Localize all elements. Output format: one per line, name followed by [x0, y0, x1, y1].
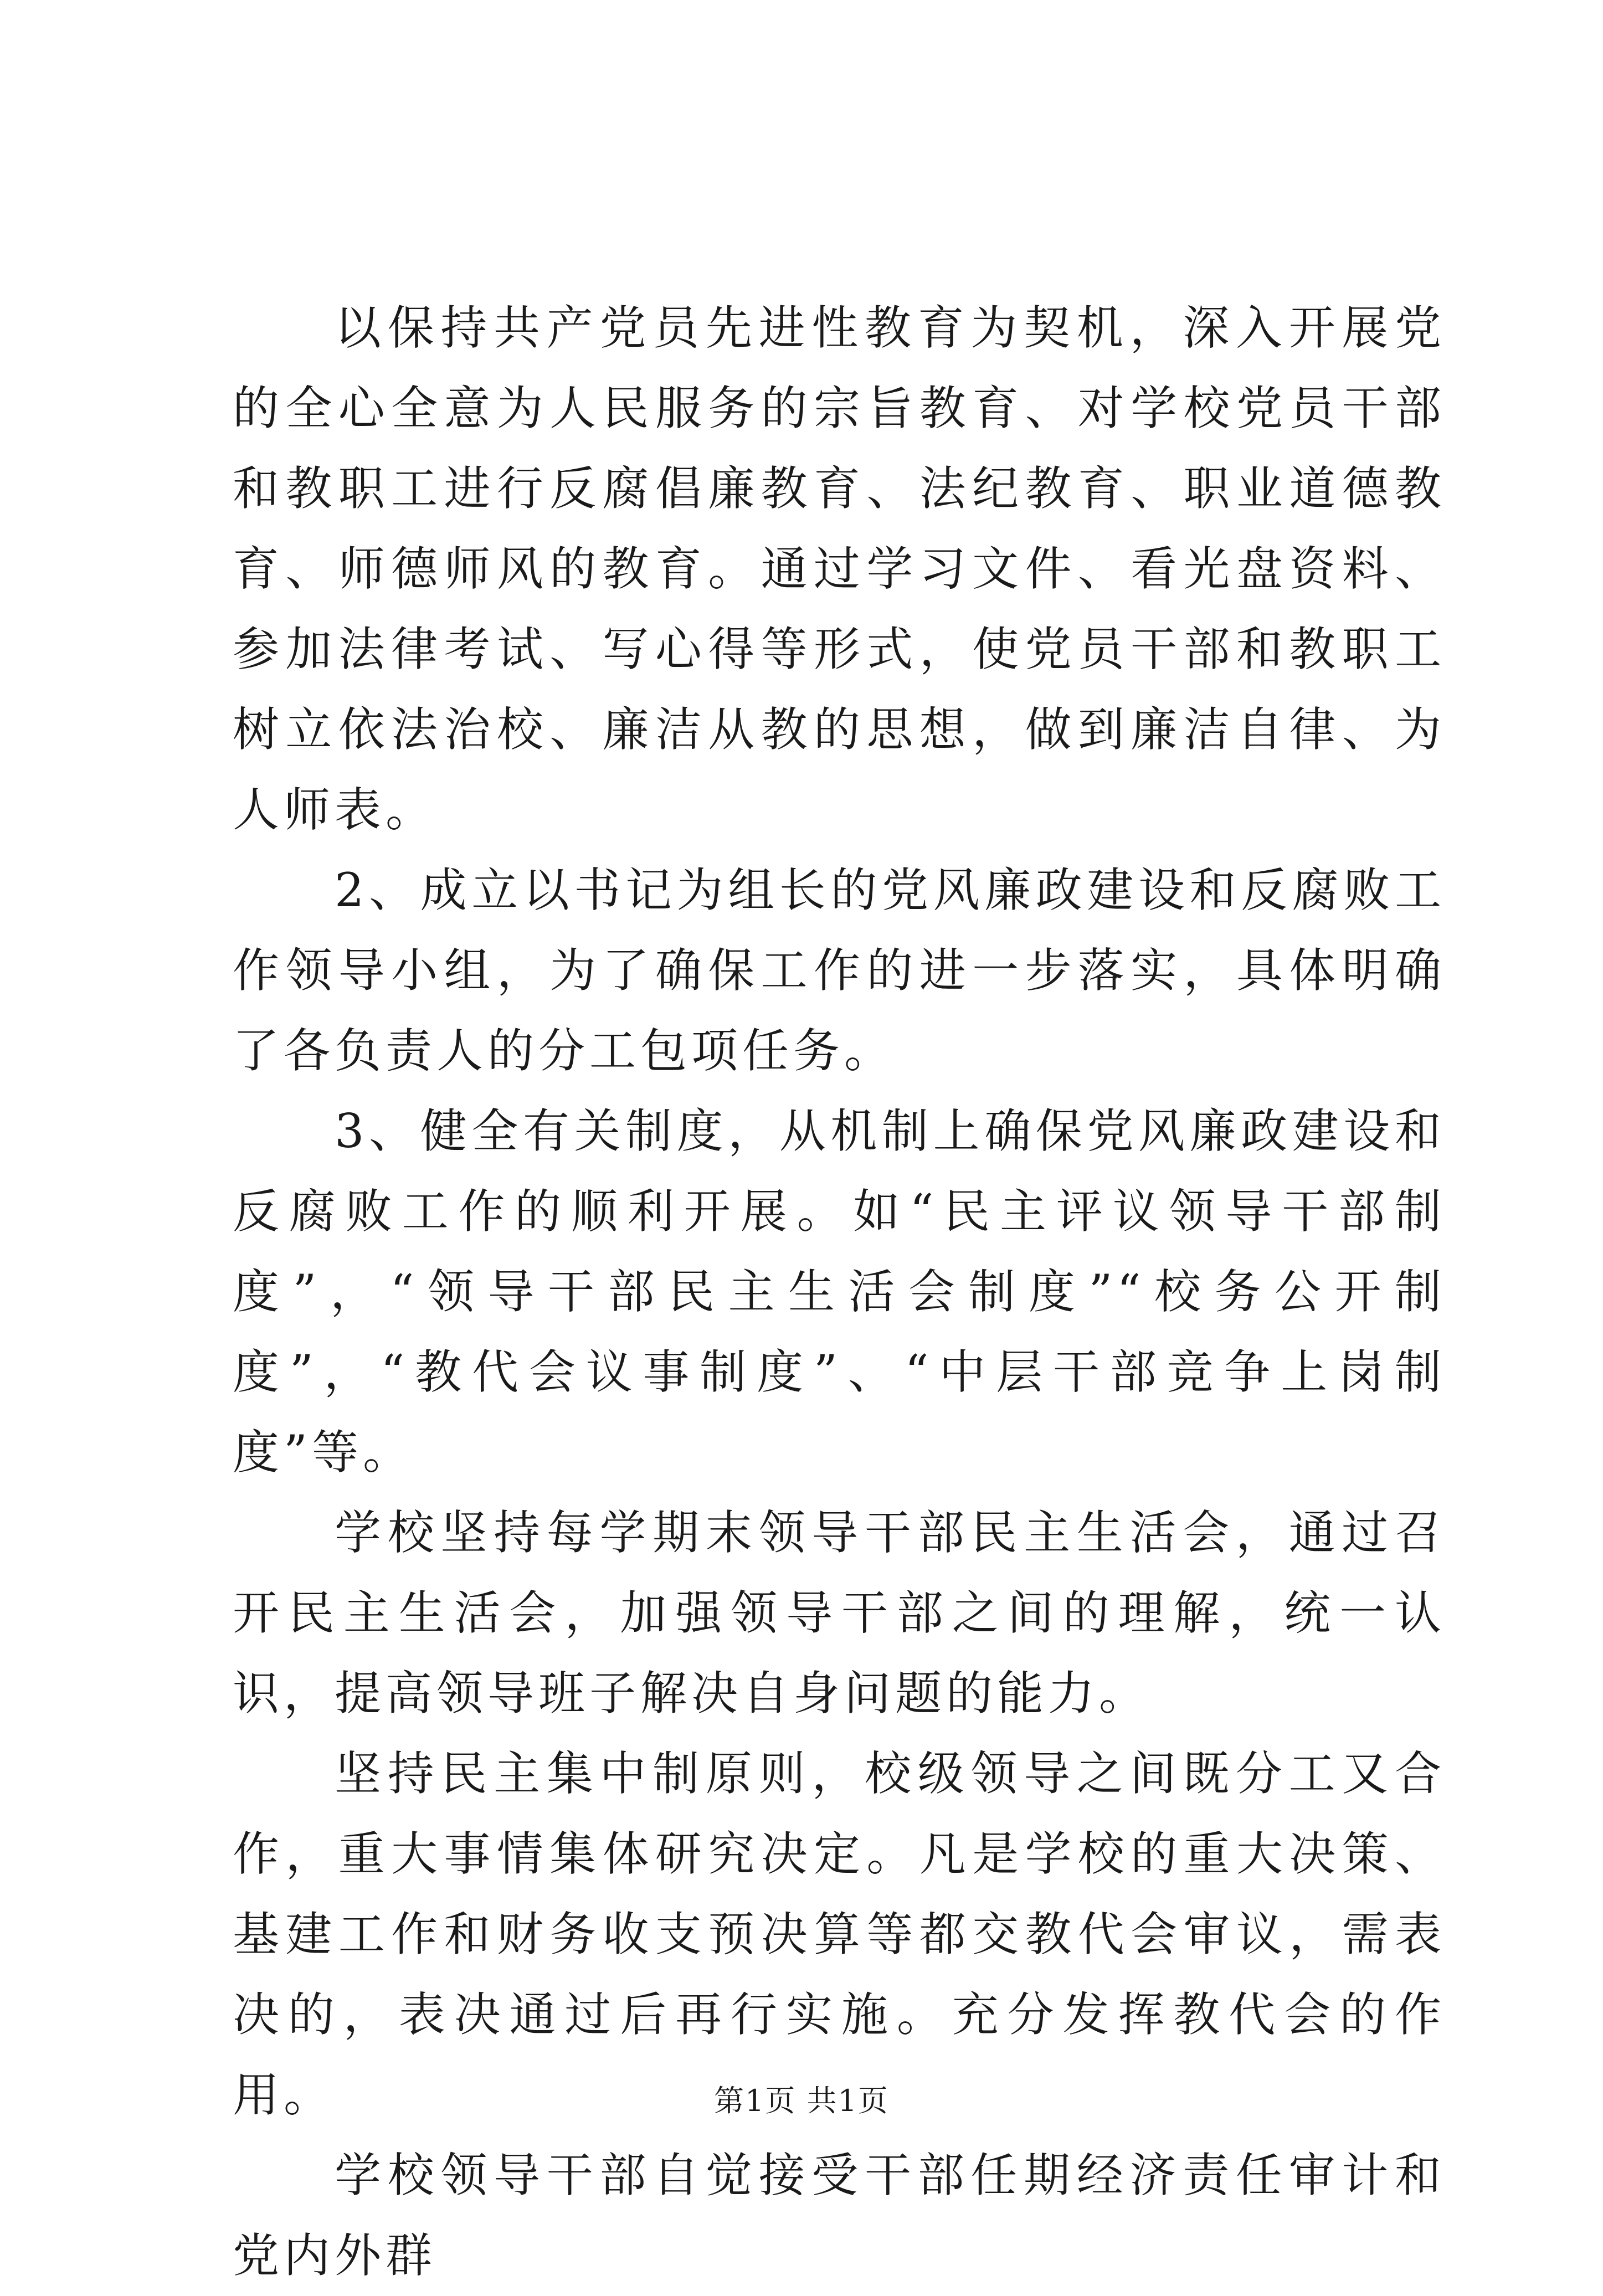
paragraph-1: 以保持共产党员先进性教育为契机，深入开展党的全心全意为人民服务的宗旨教育、对学校党员干部和教职工进行反腐倡廉教育、法纪教育、职业道德教育、师德师风的教育。通过学习文件、看光盘资料、参加法律考试、写心得等形式，使党员干部和教职工树立依法治校、廉洁从教的思想，做到廉洁自律、为人师表。 [233, 301, 1446, 837]
paragraph-3: 3、健全有关制度，从机制上确保党风廉政建设和反腐败工作的顺利开展。如“民主评议领导干部制度”，“领导干部民主生活会制度”“校务公开制度”，“教代会议事制度”、“中层干部竞争上岗制度”等。 [233, 1104, 1446, 1480]
paragraph-2: 2、成立以书记为组长的党风廉政建设和反腐败工作领导小组，为了确保工作的进一步落实，具体明确了各负责人的分工包项任务。 [233, 863, 1446, 1078]
paragraph-4: 学校坚持每学期末领导干部民主生活会，通过召开民主生活会，加强领导干部之间的理解，统一认识，提高领导班子解决自身问题的能力。 [233, 1506, 1446, 1720]
paragraph-6: 学校领导干部自觉接受干部任期经济责任审计和党内外群 [233, 2148, 1446, 2283]
paragraph-5: 坚持民主集中制原则，校级领导之间既分工又合作，重大事情集体研究决定。凡是学校的重大决策、基建工作和财务收支预决算等都交教代会审议，需表决的，表决通过后再行实施。充分发挥教代会的作用。 [233, 1747, 1446, 2122]
document-body [233, 288, 1446, 2296]
page-footer: 第1页 共1页 [714, 2083, 889, 2118]
